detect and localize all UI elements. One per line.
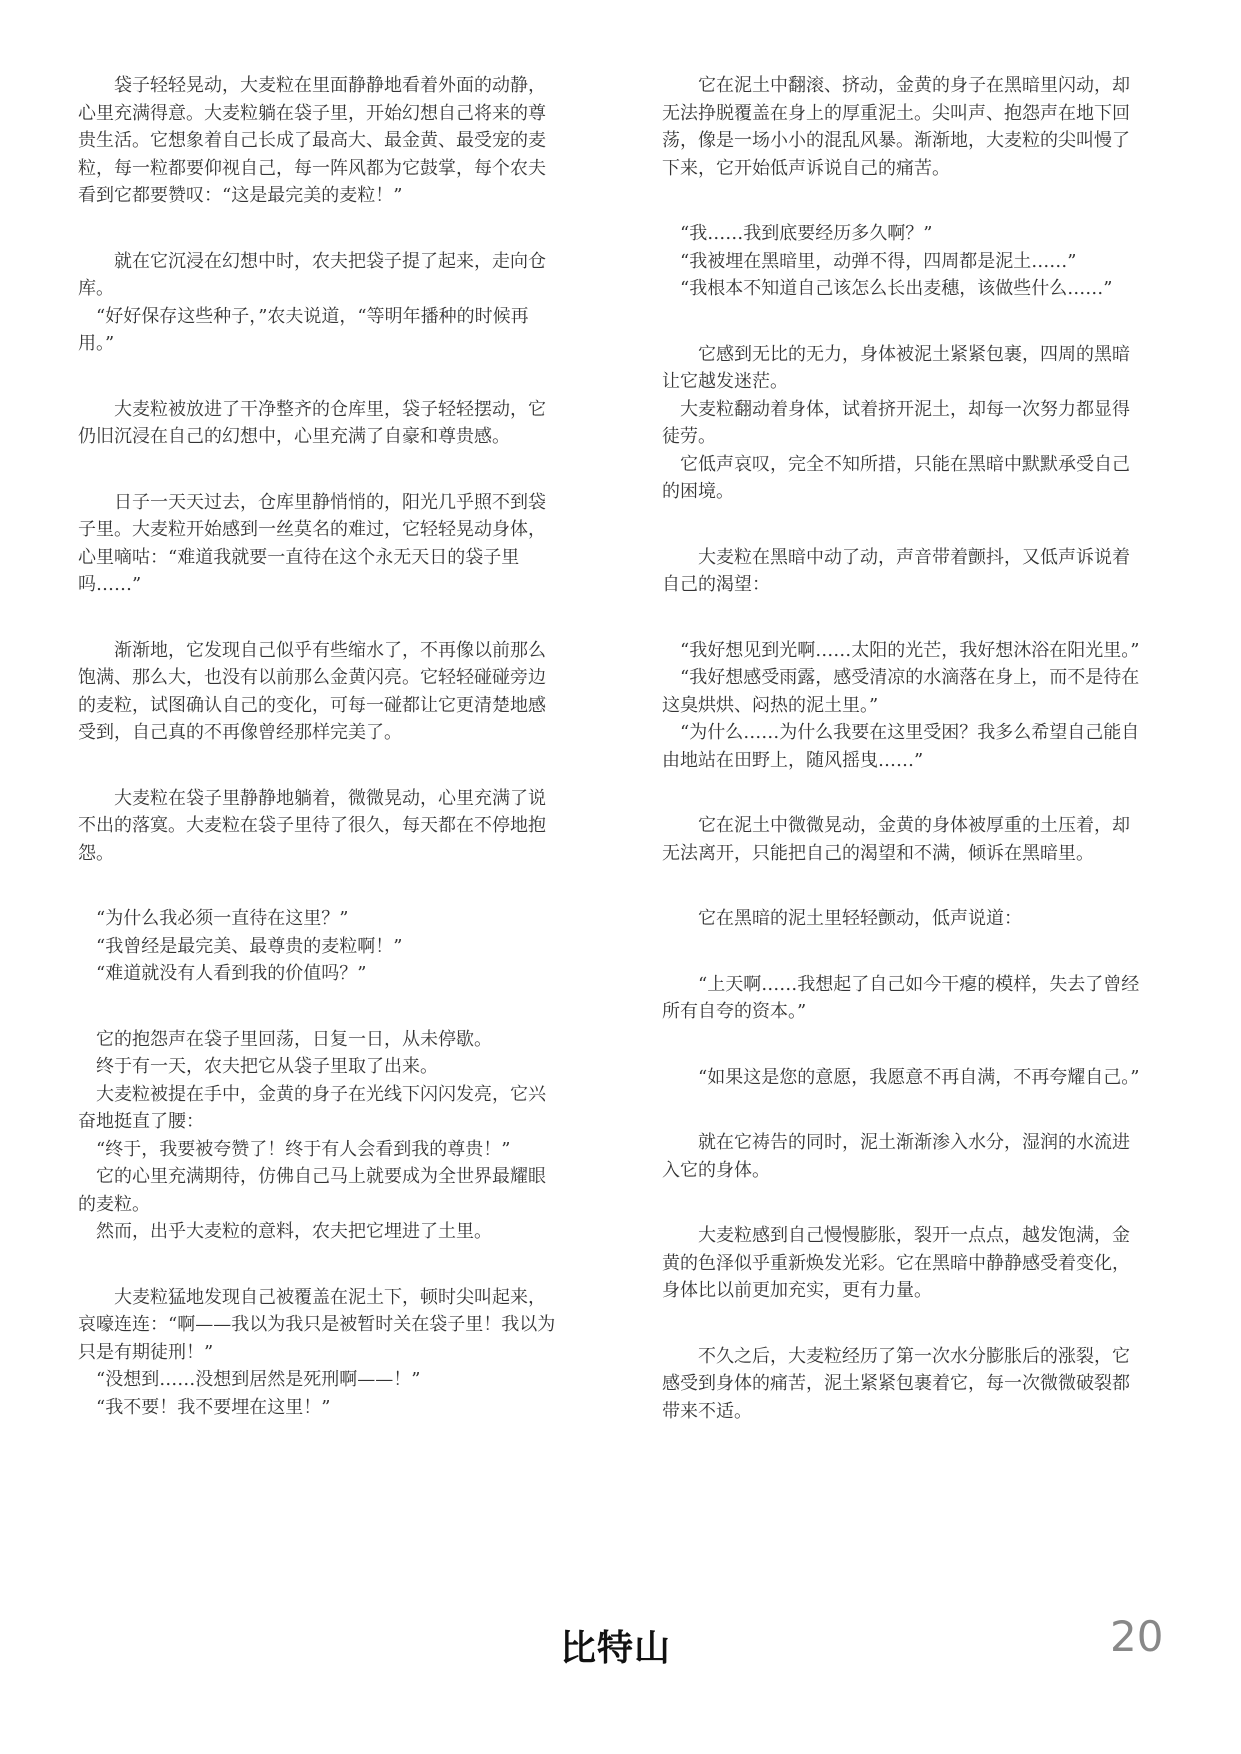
publication-logo: 比特山	[560, 1628, 672, 1669]
paragraph: 就在它沉浸在幻想中时，农夫把袋子提了起来，走向仓库。 “好好保存这些种子，”农夫说道，“等明年播种的时候再用。”	[78, 250, 546, 354]
right-column	[662, 72, 1142, 1425]
paragraph: “为什么我必须一直待在这里？” “我曾经是最完美、最尊贵的麦粒啊！” “难道就没有人看到我的价值吗？”	[95, 908, 403, 984]
paragraph: 日子一天天过去，仓库里静悄悄的，阳光几乎照不到袋子里。大麦粒开始感到一丝莫名的难过，它轻轻晃动身体，心里嘀咕：“难道我就要一直待在这个永无天日的袋子里吗……”	[78, 491, 546, 595]
paragraph: “上天啊……我想起了自己如今干瘪的模样，失去了曾经所有自夸的资本。”	[662, 973, 1140, 1022]
paragraph: 不久之后，大麦粒经历了第一次水分膨胀后的涨裂，它感受到身体的痛苦，泥土紧紧包裹着它，每一次微微破裂都带来不适。	[662, 1345, 1130, 1422]
paragraph: 袋子轻轻晃动，大麦粒在里面静静地看着外面的动静，心里充满得意。大麦粒躺在袋子里，开始幻想自己将来的尊贵生活。它想象着自己长成了最高大、最金黄、最受宠的麦粒，每一粒都要仰视自己，每一阵风都为它鼓掌，每个农夫看到它都要赞叹：“这是最完美的麦粒！”	[78, 75, 546, 206]
paragraph: 渐渐地，它发现自己似乎有些缩水了，不再像以前那么饱满、那么大，也没有以前那么金黄闪亮。它轻轻碰碰旁边的麦粒，试图确认自己的变化，可每一碰都让它更清楚地感受到，自己真的不再像曾经那样完美了。	[78, 639, 546, 743]
paragraph: 大麦粒感到自己慢慢膨胀，裂开一点点，越发饱满，金黄的色泽似乎重新焕发光彩。它在黑暗中静静感受着变化，身体比以前更加充实，更有力量。	[662, 1225, 1130, 1301]
paragraph: 大麦粒猛地发现自己被覆盖在泥土下，顿时尖叫起来，哀嚎连连：“啊——我以为我只是被暂时关在袋子里！我以为只是有期徒刑！” “没想到……没想到居然是死刑啊——！” “我不要！我不要埋在这里！”	[78, 1286, 556, 1418]
paragraph: 大麦粒在袋子里静静地躺着，微微晃动，心里充满了说不出的落寞。大麦粒在袋子里待了很久，每天都在不停地抱怨。	[78, 787, 546, 864]
paragraph: “如果这是您的意愿，我愿意不再自满，不再夸耀自己。”	[662, 1066, 1140, 1088]
paragraph: 它在泥土中翻滚、挤动，金黄的身子在黑暗里闪动，却无法挣脱覆盖在身上的厚重泥土。尖叫声、抱怨声在地下回荡，像是一场小小的混乱风暴。渐渐地，大麦粒的尖叫慢了下来，它开始低声诉说自己的痛苦。	[662, 75, 1130, 179]
paragraph: 它感到无比的无力，身体被泥土紧紧包裹，四周的黑暗让它越发迷茫。 大麦粒翻动着身体，试着挤开泥土，却每一次努力都显得徒劳。 它低声哀叹，完全不知所措，只能在黑暗中默默承受自己的困境。	[662, 343, 1130, 502]
paragraph: 大麦粒在黑暗中动了动，声音带着颤抖，又低声诉说着自己的渴望：	[662, 546, 1130, 595]
paragraph: 大麦粒被放进了干净整齐的仓库里，袋子轻轻摆动，它仍旧沉浸在自己的幻想中，心里充满了自豪和尊贵感。	[78, 398, 546, 447]
page-number: 20	[1110, 1612, 1164, 1661]
paragraph: 就在它祷告的同时，泥土渐渐渗入水分，湿润的水流进入它的身体。	[662, 1132, 1130, 1181]
paragraph: 它的抱怨声在袋子里回荡，日复一日，从未停歇。 终于有一天，农夫把它从袋子里取了出来。 大麦粒被提在手中，金黄的身子在光线下闪闪发亮，它兴奋地挺直了腰： “终于，我要被夸赞了！终于有人会看到我的尊贵！” 它的心里充满期待，仿佛自己马上就要成为全世界最耀眼的麦粒。 然而，出乎大麦粒的意料，农夫把它埋进了土里。	[78, 1028, 546, 1242]
paragraph: “我好想见到光啊……太阳的光芒，我好想沐浴在阳光里。” “我好想感受雨露，感受清凉的水滴落在身上，而不是待在这臭烘烘、闷热的泥土里。” “为什么……为什么我要在这里受困？我多么希望自己能自由地站在田野上，随风摇曳……”	[662, 639, 1140, 771]
paragraph: 它在黑暗的泥土里轻轻颤动，低声说道：	[662, 908, 1022, 929]
paragraph: “我……我到底要经历多久啊？” “我被埋在黑暗里，动弹不得，四周都是泥土……” “我根本不知道自己该怎么长出麦穗，该做些什么……”	[679, 223, 1113, 299]
left-column	[78, 72, 558, 1421]
paragraph: 它在泥土中微微晃动，金黄的身体被厚重的土压着，却无法离开，只能把自己的渴望和不满，倾诉在黑暗里。	[662, 815, 1130, 864]
